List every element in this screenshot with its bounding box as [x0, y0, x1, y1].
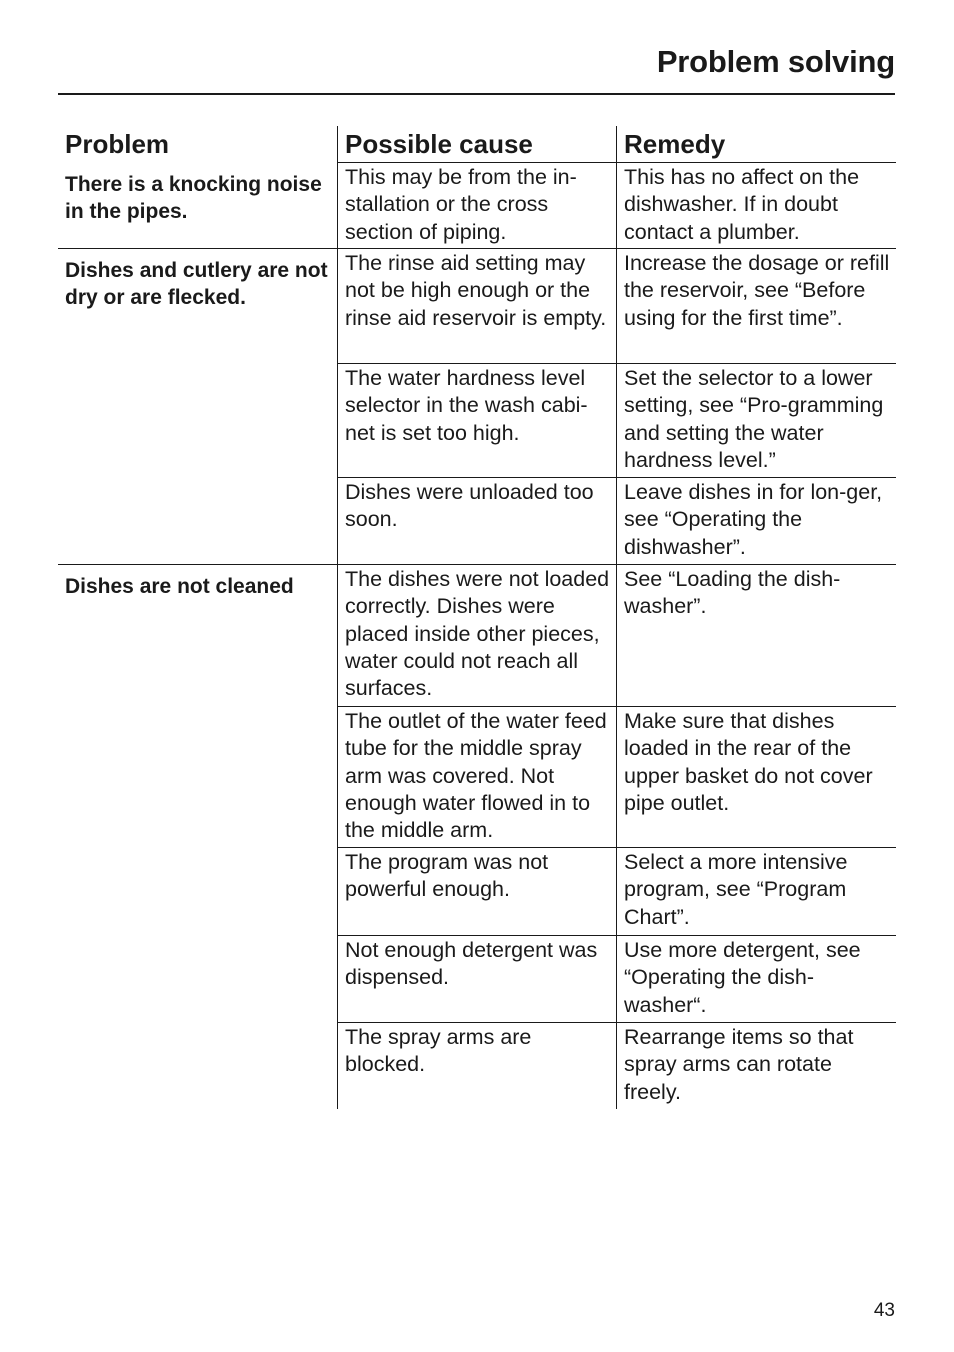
- table-row: [337, 848, 896, 936]
- problem-group: [58, 565, 896, 1109]
- cause-cell: This may be from the in-stallation or the cross section of piping.: [337, 163, 616, 248]
- remedy-cell: Leave dishes in for lon-ger, see “Operating the dishwasher”.: [616, 478, 896, 564]
- cause-cell: The rinse aid setting may not be high enough or the rinse aid reservoir is empty.: [337, 249, 616, 363]
- table-row: [337, 565, 896, 707]
- page-number: 43: [873, 1300, 895, 1321]
- cause-cell: The outlet of the water feed tube for the middle spray arm was covered. Not enough water flowed in to the middle arm.: [337, 707, 616, 847]
- cause-cell: The program was not powerful enough.: [337, 848, 616, 935]
- table-row: [337, 707, 896, 848]
- table-row: [337, 936, 896, 1023]
- problem-solving-table: [58, 126, 896, 1109]
- problem-group: [58, 163, 896, 249]
- table-row: [337, 1023, 896, 1109]
- header-remedy: Remedy: [616, 126, 896, 163]
- remedy-cell: Use more detergent, see “Operating the dish-washer“.: [616, 936, 896, 1022]
- header-possible-cause: Possible cause: [337, 126, 616, 163]
- problem-label: There is a knocking noise in the pipes.: [65, 173, 322, 223]
- header-problem: Problem: [65, 129, 170, 159]
- cause-cell: The dishes were not loaded correctly. Dishes were placed inside other pieces, water could not reach all surfaces.: [337, 565, 616, 706]
- page-title: Problem solving: [656, 44, 895, 79]
- table-row: [337, 249, 896, 364]
- remedy-cell: Select a more intensive program, see “Program Chart”.: [616, 848, 896, 935]
- cause-cell: The spray arms are blocked.: [337, 1023, 616, 1109]
- problem-label: Dishes are not cleaned: [65, 575, 294, 598]
- problem-group: [58, 249, 896, 565]
- remedy-cell: Increase the dosage or refill the reservoir, see “Before using for the first time”.: [616, 249, 896, 363]
- table-row: [337, 478, 896, 564]
- cause-cell: Not enough detergent was dispensed.: [337, 936, 616, 1022]
- remedy-cell: Rearrange items so that spray arms can rotate freely.: [616, 1023, 896, 1109]
- title-rule: [58, 93, 895, 95]
- remedy-cell: Set the selector to a lower setting, see “Pro-gramming and setting the water hardness level.”: [616, 364, 896, 477]
- remedy-cell: See “Loading the dish-washer”.: [616, 565, 896, 706]
- table-row: [337, 364, 896, 478]
- remedy-cell: This has no affect on the dishwasher. If in doubt contact a plumber.: [616, 163, 896, 248]
- problem-label: Dishes and cutlery are not dry or are flecked.: [65, 259, 328, 309]
- cause-cell: The water hardness level selector in the wash cabi-net is set too high.: [337, 364, 616, 477]
- table-header-row: [58, 126, 896, 163]
- remedy-cell: Make sure that dishes loaded in the rear of the upper basket do not cover pipe outlet.: [616, 707, 896, 847]
- cause-cell: Dishes were unloaded too soon.: [337, 478, 616, 564]
- table-row: [337, 163, 896, 248]
